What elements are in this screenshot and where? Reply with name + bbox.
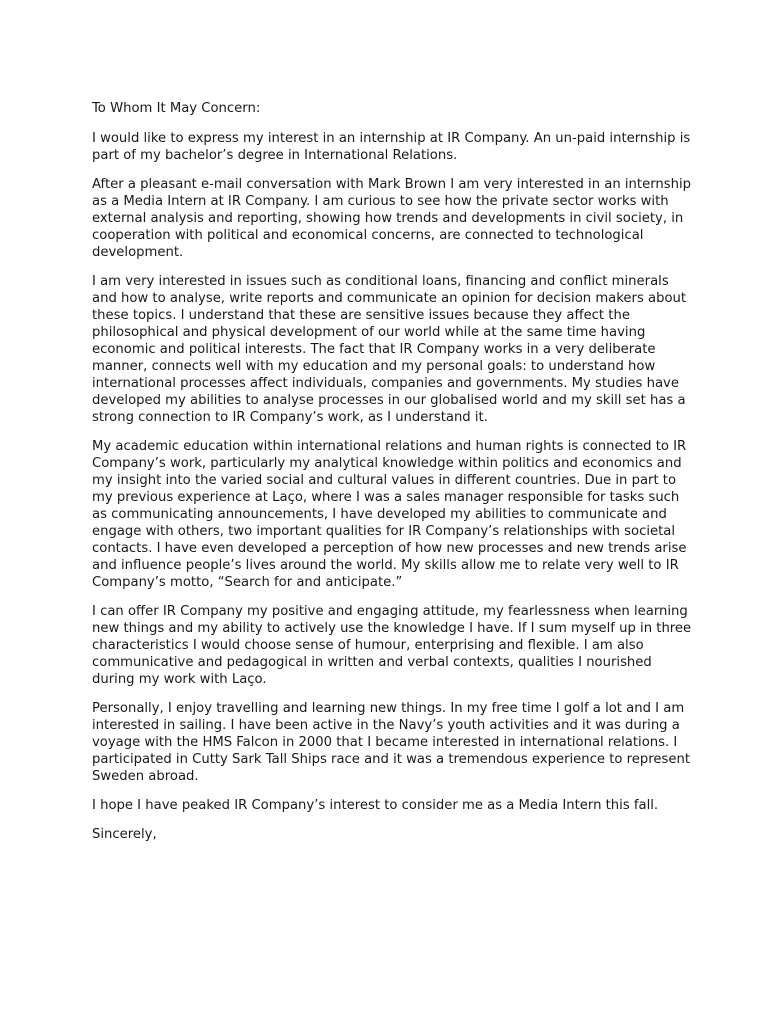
paragraph-academic-education: My academic education within international relations and human rights is connected to IR Company’s work, particularly my analytical knowledge within politics and economics and my insight into the varied social and cultural values in different countries. Due in part to my previous experience at Laço, where I was a sales manager responsible for tasks such as communicating announcements, I have developed my abilities to communicate and engage with others, two important qualities for IR Company’s relationships with societal contacts. I have even developed a perception of how new processes and new trends arise and influence people’s lives around the world. My skills allow me to relate very well to IR Company’s motto, “Search for and anticipate.”: [92, 439, 687, 590]
paragraph-personal: Personally, I enjoy travelling and learning new things. In my free time I golf a lot and I am interested in sailing. I have been active in the Navy’s youth activities and it was during a voyage with the HMS Falcon in 2000 that I became interested in international relations. I participated in Cutty Sark Tall Ships race and it was a tremendous experience to represent Sweden abroad.: [92, 701, 691, 784]
paragraph-offer: I can offer IR Company my positive and engaging attitude, my fearlessness when learning new things and my ability to actively use the knowledge I have. If I sum myself up in three characteristics I would choose sense of humour, enterprising and flexible. I am also communicative and pedagogical in written and verbal contexts, qualities I nourished during my work with Laço.: [92, 604, 692, 687]
paragraph-closing-hope: I hope I have peaked IR Company’s interest to consider me as a Media Intern this fall.: [92, 798, 659, 813]
paragraph-issues-interest: I am very interested in issues such as conditional loans, financing and conflict minerals and how to analyse, write reports and communicate an opinion for decision makers about these topics. I understand that these are sensitive issues because they affect the philosophical and physical development of our world while at the same time having economic and political interests. The fact that IR Company works in a very deliberate manner, connects well with my education and my personal goals: to understand how international processes affect individuals, companies and governments. My studies have developed my abilities to analyse processes in our globalised world and my skill set has a strong connection to IR Company’s work, as I understand it.: [92, 274, 687, 425]
letter-salutation: To Whom It May Concern:: [92, 101, 261, 116]
paragraph-media-intern: After a pleasant e-mail conversation with Mark Brown I am very interested in an internship as a Media Intern at IR Company. I am curious to see how the private sector works with external analysis and reporting, showing how trends and developments in civil society, in cooperation with political and economical concerns, are connected to technological development.: [92, 177, 692, 260]
paragraph-internship-interest: I would like to express my interest in an internship at IR Company. An un-paid internship is part of my bachelor’s degree in International Relations.: [92, 131, 691, 163]
letter-closing: Sincerely,: [92, 827, 157, 842]
cover-letter: [92, 100, 692, 855]
